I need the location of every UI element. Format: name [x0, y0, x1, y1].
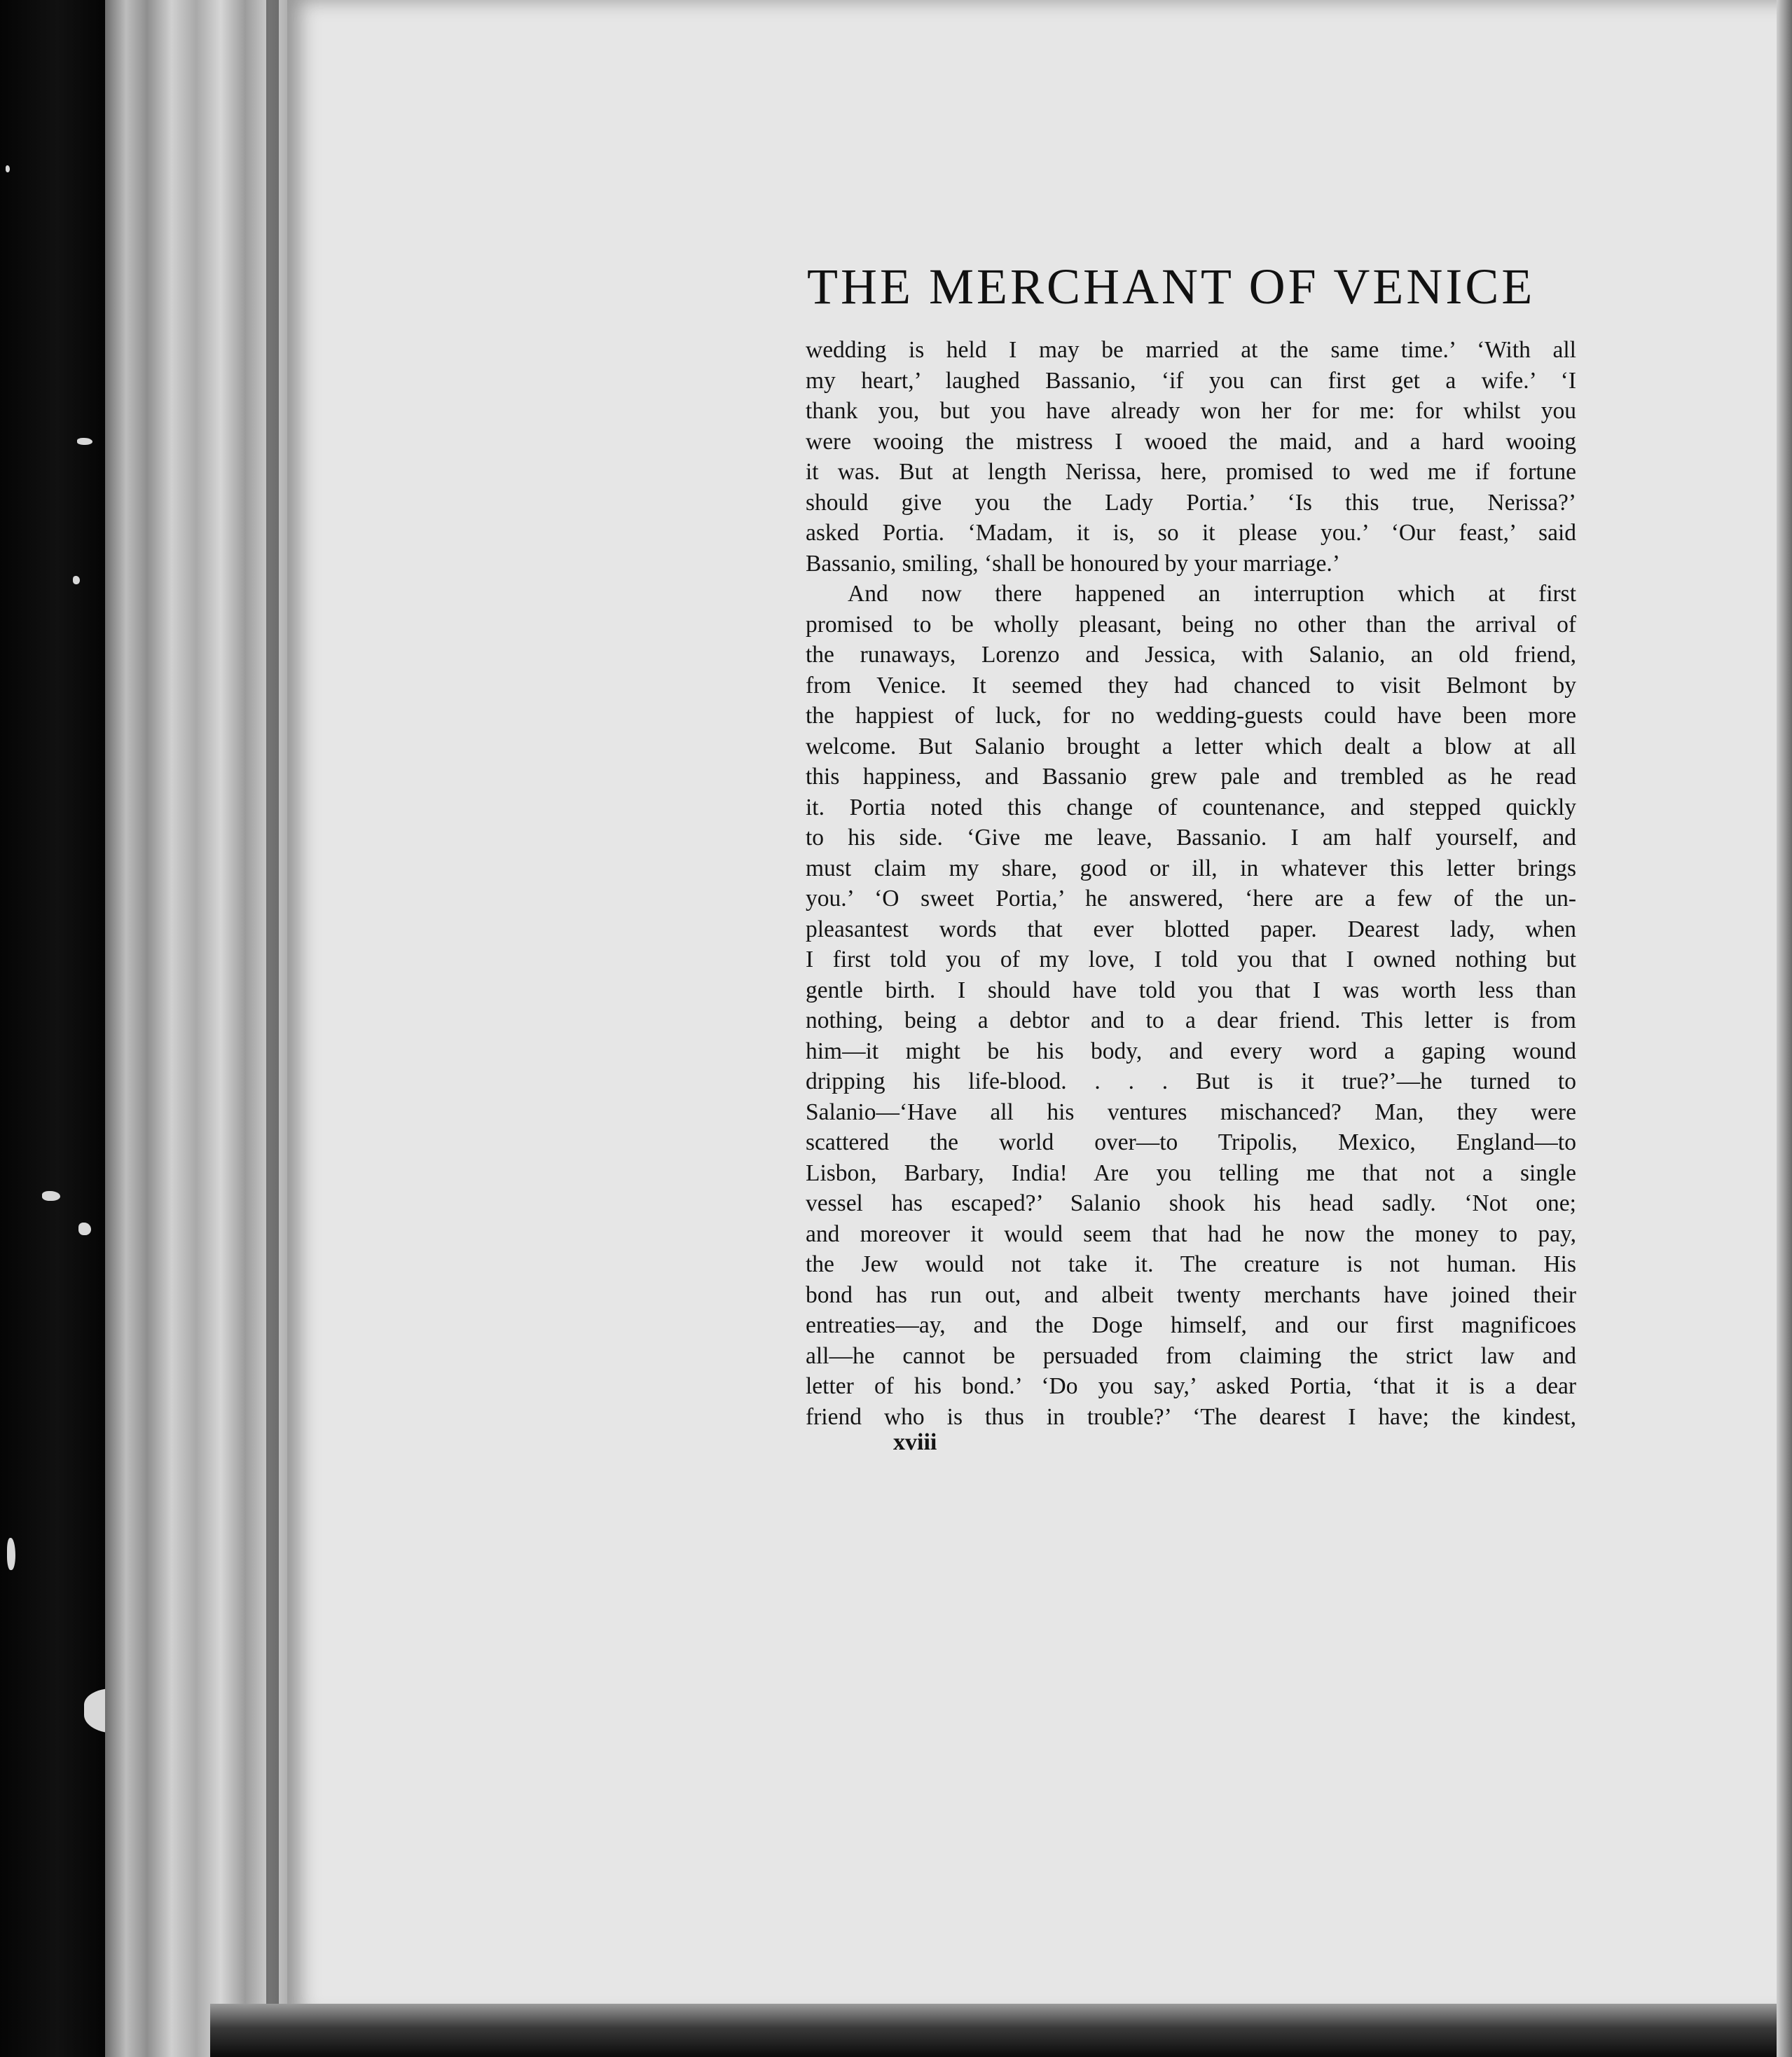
- text-line: nothing, being a debtor and to a dear friend. This letter is from: [806, 1007, 1576, 1033]
- text-line: dripping his life-blood. . . . But is it true?’—he turned to: [806, 1068, 1576, 1094]
- page-number: xviii: [893, 1429, 937, 1455]
- text-line: letter of his bond.’ ‘Do you say,’ asked Portia, ‘that it is a dear: [806, 1373, 1576, 1399]
- paper-fleck: [42, 1191, 60, 1201]
- text-line: welcome. But Salanio brought a letter which dealt a blow at all: [806, 733, 1576, 759]
- text-line: asked Portia. ‘Madam, it is, so it please you.’ ‘Our feast,’ said: [806, 520, 1576, 546]
- text-line: it. Portia noted this change of countenance, and stepped quickly: [806, 794, 1576, 820]
- text-line: thank you, but you have already won her for me: for whilst you: [806, 398, 1576, 424]
- text-line: entreaties—ay, and the Doge himself, and our first magnificoes: [806, 1312, 1576, 1338]
- text-line: pleasantest words that ever blotted paper. Dearest lady, when: [806, 916, 1576, 942]
- text-line: Salanio—‘Have all his ventures mischanced? Man, they were: [806, 1099, 1576, 1125]
- paper-fleck: [7, 1538, 15, 1570]
- text-line: And now there happened an interruption which at first: [848, 581, 1576, 607]
- text-line: the runaways, Lorenzo and Jessica, with Salanio, an old friend,: [806, 642, 1576, 668]
- running-title: THE MERCHANT OF VENICE: [807, 259, 1536, 315]
- text-line: promised to be wholly pleasant, being no other than the arrival of: [806, 611, 1576, 638]
- text-line: you.’ ‘O sweet Portia,’ he answered, ‘here are a few of the un-: [806, 886, 1576, 911]
- text-line: gentle birth. I should have told you that I was worth less than: [806, 977, 1576, 1003]
- text-line: must claim my share, good or ill, in whatever this letter brings: [806, 855, 1576, 881]
- text-line: wedding is held I may be married at the same time.’ ‘With all: [806, 337, 1576, 363]
- text-line: the Jew would not take it. The creature is not human. His: [806, 1251, 1576, 1277]
- text-line: Lisbon, Barbary, India! Are you telling me that not a single: [806, 1160, 1576, 1186]
- text-line: this happiness, and Bassanio grew pale and trembled as he read: [806, 764, 1576, 790]
- text-line: my heart,’ laughed Bassanio, ‘if you can first get a wife.’ ‘I: [806, 367, 1576, 394]
- text-line: were wooing the mistress I wooed the maid, and a hard wooing: [806, 428, 1576, 455]
- text-line: all—he cannot be persuaded from claiming the strict law and: [806, 1342, 1576, 1369]
- paper-fleck: [73, 576, 80, 584]
- text-line: scattered the world over—to Tripolis, Mexico, England—to: [806, 1129, 1576, 1155]
- text-line: vessel has escaped?’ Salanio shook his head sadly. ‘Not one;: [806, 1190, 1576, 1216]
- text-line: I first told you of my love, I told you that I owned nothing but: [806, 947, 1576, 972]
- body-text: [806, 335, 1576, 1432]
- paper-fleck: [6, 165, 10, 172]
- page-right-edge: [1777, 0, 1792, 2057]
- book-binding: [0, 0, 105, 2057]
- text-line: Bassanio, smiling, ‘shall be honoured by your marriage.’: [806, 550, 1340, 577]
- preceding-leaf-edge: [105, 0, 287, 2057]
- paper-fleck: [77, 438, 92, 445]
- text-line: the happiest of luck, for no wedding-guests could have been more: [806, 703, 1576, 729]
- text-line: him—it might be his body, and every word a gaping wound: [806, 1038, 1576, 1064]
- text-line: friend who is thus in trouble?’ ‘The dearest I have; the kindest,: [806, 1403, 1576, 1430]
- text-line: from Venice. It seemed they had chanced to visit Belmont by: [806, 672, 1576, 699]
- paper-fleck: [78, 1223, 91, 1235]
- text-line: should give you the Lady Portia.’ ‘Is this true, Nerissa?’: [806, 489, 1576, 516]
- text-line: to his side. ‘Give me leave, Bassanio. I am half yourself, and: [806, 825, 1576, 851]
- text-line: and moreover it would seem that had he now the money to pay,: [806, 1220, 1576, 1247]
- page-bottom-edge: [210, 2004, 1792, 2057]
- text-line: it was. But at length Nerissa, here, promised to wed me if fortune: [806, 459, 1576, 485]
- text-line: bond has run out, and albeit twenty merchants have joined their: [806, 1281, 1576, 1308]
